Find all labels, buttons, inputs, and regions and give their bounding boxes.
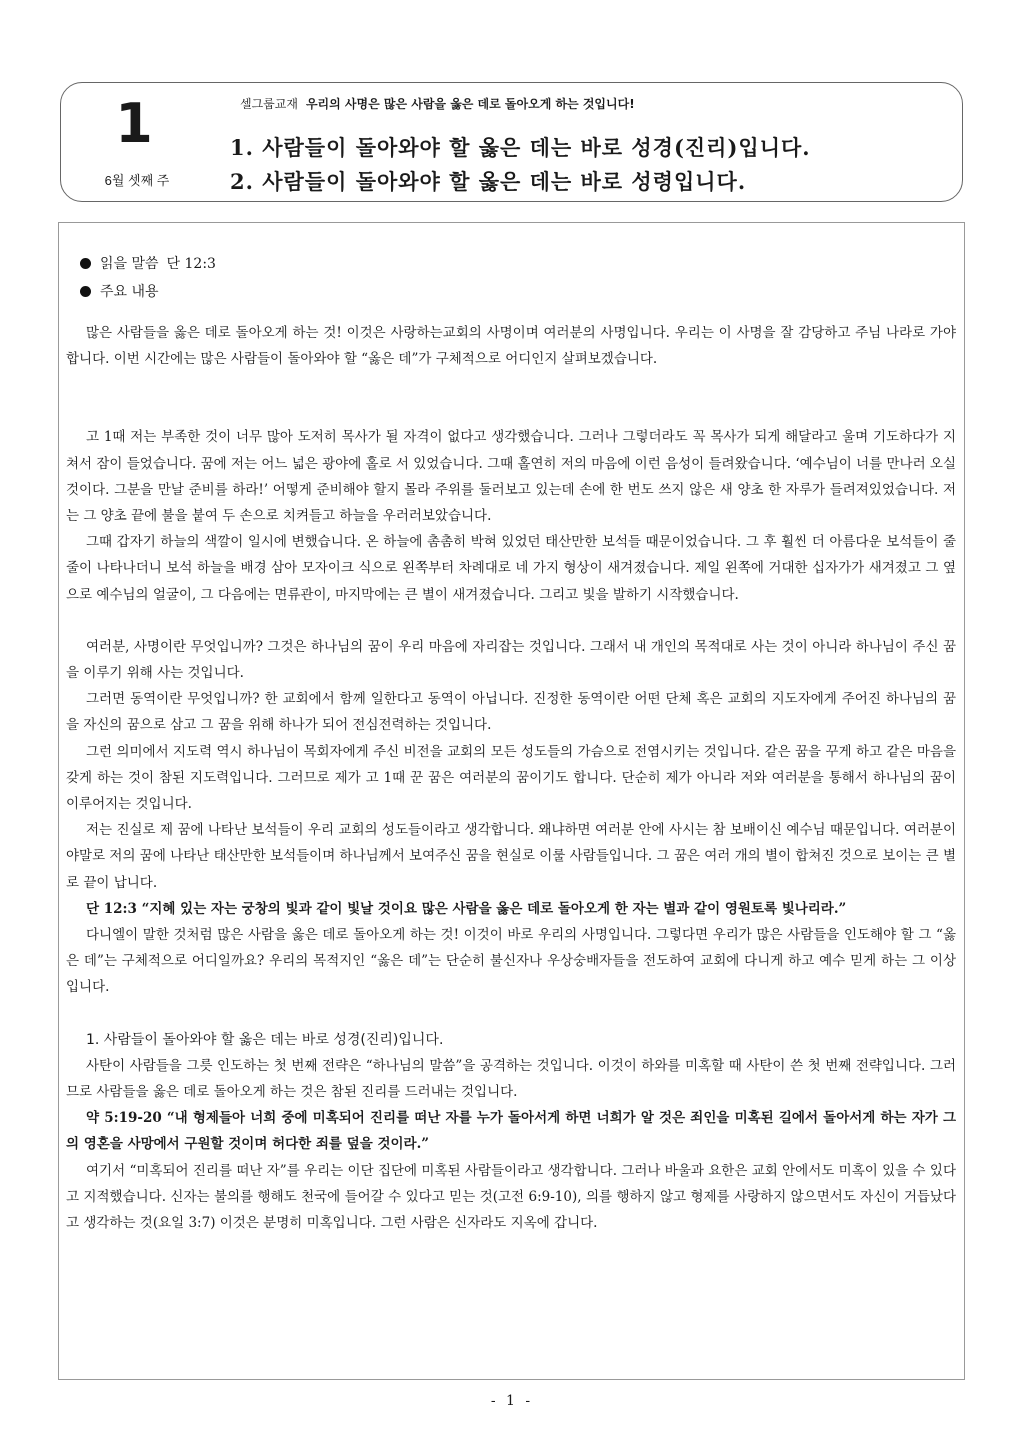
lesson-content bbox=[66, 250, 956, 1236]
reading-reference: 단 12:3 bbox=[166, 256, 216, 272]
reading-label: 읽을 말씀 bbox=[100, 256, 159, 272]
paragraph: 다니엘이 말한 것처럼 많은 사람을 옳은 데로 돌아오게 하는 것! 이것이 바로 우리의 사명입니다. 그렇다면 우리가 많은 사람들을 인도해야 할 그 “옳은 데”는 구체적으로 어디일까요? 우리의 목적지인 “옳은 데”는 단순히 불신자나 우상숭배자들을 전도하여 교회에 다니게 하고 예수 믿게 하는 그 이상입니다. bbox=[66, 927, 956, 996]
paragraph: 사탄이 사람들을 그릇 인도하는 첫 번째 전략은 “하나님의 말씀”을 공격하는 것입니다. 이것이 하와를 미혹할 때 사탄이 쓴 첫 번째 전략입니다. 그러므로 사람들을 옳은 데로 돌아오게 하는 것은 참된 진리를 드러내는 것입니다. bbox=[66, 1057, 956, 1101]
paragraph: 그때 갑자기 하늘의 색깔이 일시에 변했습니다. 온 하늘에 촘촘히 박혀 있었던 태산만한 보석들 때문이었습니다. 그 후 훨씬 더 아름다운 보석들이 줄줄이 나타나더니 보석 하늘을 배경 삼아 모자이크 식으로 왼쪽부터 차례대로 네 가지 형상이 새겨졌습니다. 제일 왼쪽에 거대한 십자가가 새겨졌고 그 옆으로 예수님의 얼굴이, 그 다음에는 면류관이, 마지막에는 큰 별이 새겨졌습니다. 그리고 빛을 발하기 시작했습니다. bbox=[66, 534, 956, 603]
paragraph: 그러면 동역이란 무엇입니까? 한 교회에서 함께 일한다고 동역이 아닙니다. 진정한 동역이란 어떤 단체 혹은 교회의 지도자에게 주어진 하나님의 꿈을 자신의 꿈으로 삼고 그 꿈을 위해 하나가 되어 전심전력하는 것입니다. bbox=[66, 691, 956, 734]
paragraph: 고 1때 저는 부족한 것이 너무 많아 도저히 목사가 될 자격이 없다고 생각했습니다. 그러나 그렇더라도 꼭 목사가 되게 해달라고 울며 기도하다가 지쳐서 잠이 들었습니다. 꿈에 저는 어느 넓은 광야에 홀로 서 있었습니다. 그때 홀연히 저의 마음에 이런 음성이 들려왔습니다. ‘예수님이 너를 만나러 오실 것이다. 그분을 만날 준비를 하라!’ 어떻게 준비해야 할지 몰라 주위를 둘러보고 있는데 손에 한 번도 쓰지 않은 새 양초 한 자루가 들려져있었습니다. 저는 그 양초 끝에 불을 붙여 두 손으로 치켜들고 하늘을 우러러보았습니다. bbox=[66, 429, 956, 525]
bullet-dot-icon bbox=[80, 286, 91, 297]
section-heading: 1. 사람들이 돌아와야 할 옳은 데는 바로 성경(진리)입니다. bbox=[86, 1031, 444, 1048]
page-number: - 1 - bbox=[490, 1393, 534, 1409]
series-line bbox=[240, 95, 635, 112]
paragraph: 많은 사람들을 옳은 데로 돌아오게 하는 것! 이것은 사랑하는교회의 사명이며 여러분의 사명입니다. 우리는 이 사명을 잘 감당하고 주님 나라로 가야 합니다. 이번 시간에는 많은 사람들이 돌아와야 할 “옳은 데”가 구체적으로 어디인지 살펴보겠습니다. bbox=[66, 325, 956, 368]
lesson-number: 1 bbox=[115, 92, 153, 155]
lesson-title-1: 1. 사람들이 돌아와야 할 옳은 데는 바로 성경(진리)입니다. bbox=[230, 135, 811, 160]
bullet-dot-icon bbox=[80, 258, 91, 269]
paragraph: 그런 의미에서 지도력 역시 하나님이 목회자에게 주신 비전을 교회의 모든 성도들의 가슴으로 전염시키는 것입니다. 같은 꿈을 꾸게 하고 같은 마음을 갖게 하는 것이 참된 지도력입니다. 그러므로 제가 고 1때 꾼 꿈은 여러분의 꿈이기도 합니다. 단순히 제가 아니라 저와 여러분을 통해서 하나님의 꿈이 이루어지는 것입니다. bbox=[66, 743, 956, 813]
week-label: 6월 셋째 주 bbox=[104, 173, 170, 188]
paragraph: 여러분, 사명이란 무엇입니까? 그것은 하나님의 꿈이 우리 마음에 자리잡는 것입니다. 그래서 내 개인의 목적대로 사는 것이 아니라 하나님이 주신 꿈을 이루기 위해 사는 것입니다. bbox=[66, 638, 956, 682]
reading-bullet bbox=[80, 250, 956, 278]
lesson-title-2: 2. 사람들이 돌아와야 할 옳은 데는 바로 성령입니다. bbox=[230, 169, 747, 194]
paragraph: 여기서 “미혹되어 진리를 떠난 자”를 우리는 이단 집단에 미혹된 사람들이라고 생각합니다. 그러나 바울과 요한은 교회 안에서도 미혹이 있을 수 있다고 지적했습니다. 신자는 불의를 행해도 천국에 들어갈 수 있다고 믿는 것(고전 6:9-10), 의를 행하지 않고 형제를 사랑하지 않으면서도 자신이 거듭났다고 생각하는 것(요일 3:7) 이것은 분명히 미혹입니다. 그런 사람은 신자라도 지옥에 갑니다. bbox=[66, 1162, 956, 1232]
series-theme: 우리의 사명은 많은 사람을 옳은 데로 돌아오게 하는 것입니다! bbox=[305, 97, 635, 111]
summary-bullet bbox=[80, 278, 956, 306]
paragraph: 저는 진실로 제 꿈에 나타난 보석들이 우리 교회의 성도들이라고 생각합니다. 왜냐하면 여러분 안에 사시는 참 보배이신 예수님 때문입니다. 여러분이야말로 저의 꿈에 나타난 태산만한 보석들이며 하나님께서 보여주신 꿈을 현실로 이룰 사람들입니다. 그 꿈은 여러 개의 별이 합쳐진 것으로 보이는 큰 별로 끝이 납니다. bbox=[66, 822, 956, 891]
scripture-quote: 약 5:19-20 “내 형제들아 너희 중에 미혹되어 진리를 떠난 자를 누가 돌아서게 하면 너희가 알 것은 죄인을 미혹된 길에서 돌아서게 하는 자가 그의 영혼을 사망에서 구원할 것이며 허다한 죄를 덮을 것이라.” bbox=[66, 1110, 956, 1153]
series-label: 셀그룹교재 bbox=[240, 97, 298, 111]
summary-label: 주요 내용 bbox=[100, 284, 159, 300]
scripture-quote: 단 12:3 “지혜 있는 자는 궁창의 빛과 같이 빛날 것이요 많은 사람을 옳은 데로 돌아오게 한 자는 별과 같이 영원토록 빛나리라.” bbox=[86, 900, 847, 917]
